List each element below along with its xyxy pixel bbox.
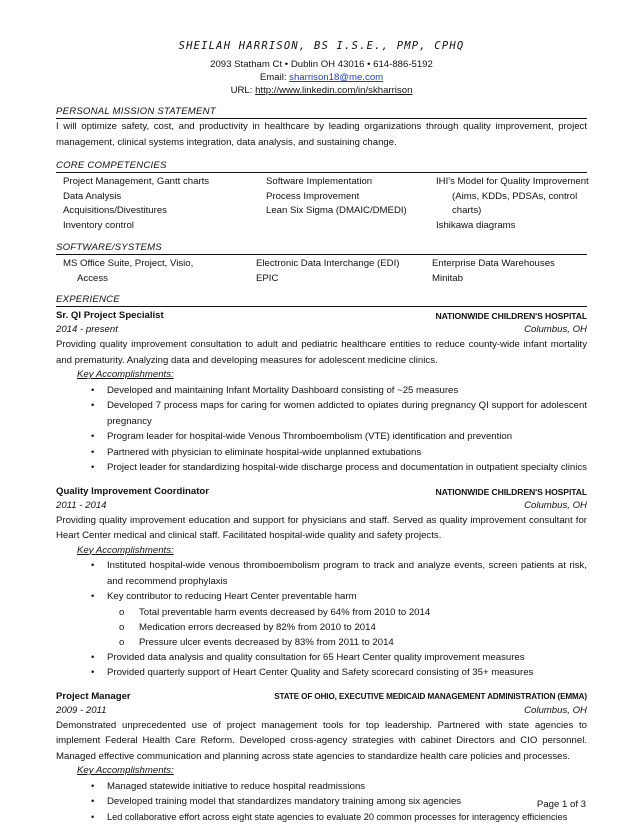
job-entry [56,690,587,826]
list-item: • Instituted hospital-wide venous thromboembolism program to track and analyze events, screen patients at risk, and recommend prophylaxis [91,560,587,587]
competencies-col-2 [266,175,436,233]
mission-text: I will optimize safety, cost, and productivity in healthcare by leading organizations through quality improvement, project management, clinical systems integration, data analysis, and sustaining change. [56,121,587,148]
competency-item: Data Analysis [63,190,122,202]
contact-address: 2093 Statham Ct • Dublin OH 43016 • 614-886-5192 [210,59,433,70]
list-item: • Developed 7 process maps for caring for women addicted to opiates during pregnancy QI support for adolescent pregnancy [91,400,587,427]
competency-item-cont: (Aims, KDDs, PDSAs, control [452,190,578,202]
competency-item: IHI's Model for Quality Improvement [436,176,589,187]
software-item: EPIC [256,272,279,284]
software-col-3 [432,257,582,286]
software-item: Electronic Data Interchange (EDI) [256,258,400,269]
competency-item: Project Management, Gantt charts [63,176,210,187]
job-summary: Demonstrated unprecedented use of project management tools for top leadership. Partnered with state agencies to implement Federal Health Care Reform. Developed cross-agency strategies with cabinet Directors and CIO personnel. Managed effective communication and planning across state agencies to standardize health care policies and processes. [56,719,587,762]
software-item-cont: Access [77,272,108,284]
list-item: • Managed statewide initiative to reduce hospital readmissions [56,779,587,795]
list-item: • Provided data analysis and quality consultation for 65 Heart Center quality improvement measures [56,650,587,666]
key-accomplishments-label: Key Accomplishments: [77,544,174,556]
key-accomplishments-label: Key Accomplishments: [77,369,174,380]
mission-heading: PERSONAL MISSION STATEMENT [56,106,587,119]
job-dates: 2009 - 2011 [56,704,107,716]
job-location: Columbus, OH [524,704,587,716]
job-header [56,309,587,323]
software-grid [56,257,587,286]
job-meta [56,704,587,718]
job-organization: NATIONWIDE CHILDREN'S HOSPITAL [435,311,587,321]
job-summary: Providing quality improvement consultation to adult and pediatric healthcare entities to reduce county-wide infant mortality and prematurity. Analyzing data and developing measures for adolescent medicine clinics. [56,339,587,366]
list-item: • Key contributor to reducing Heart Center preventable harm [56,589,587,605]
contact-url-line [56,84,587,97]
competency-item: Lean Six Sigma (DMAIC/DMEDI) [266,205,407,216]
software-col-2 [256,257,432,286]
job-summary: Providing quality improvement education and support for physicians and staff. Served as quality improvement consultant for Heart Center medical and clinical staff. Facilitated hospital-wide quality and safety projects. [56,514,587,541]
list-item: • Partnered with physician to eliminate hospital-wide unplanned extubations [56,445,587,461]
competencies-grid [56,175,587,233]
candidate-name: SHEILAH HARRISON, BS I.S.E., PMP, CPHQ [178,40,465,52]
bullet-icon: • [91,591,95,602]
job-header [56,485,587,499]
job-location: Columbus, OH [524,499,587,511]
job-header [56,690,587,704]
software-item: Minitab [432,272,463,284]
job-meta [56,499,587,513]
bullet-icon: • [91,560,95,571]
competency-item: Inventory control [63,219,134,231]
competency-item-cont: charts) [452,205,482,216]
job-title: Sr. QI Project Specialist [56,310,164,321]
page-number: Page 1 of 3 [536,799,586,810]
bullet-icon: • [91,780,95,792]
competency-item: Process Improvement [266,190,360,202]
bullet-icon: • [91,651,95,663]
software-heading: SOFTWARE/SYSTEMS [56,242,587,255]
competency-item: Ishikawa diagrams [436,219,516,231]
accomplishment-list [56,558,587,605]
bullet-icon: • [91,667,95,678]
sub-list-item: o Medication errors decreased by 82% from 2010 to 2014 [119,621,376,633]
competency-item: Acquisitions/Divestitures [63,205,167,216]
bullet-icon: • [91,431,95,442]
job-title: Quality Improvement Coordinator [56,485,209,497]
job-entry [56,485,587,681]
contact-email-line [56,71,587,84]
competencies-heading: CORE COMPETENCIES [56,160,587,173]
competency-item: Software Implementation [266,176,373,187]
circle-bullet-icon: o [119,621,125,633]
url-label: URL: [230,85,256,96]
software-item: MS Office Suite, Project, Visio, [63,258,194,269]
job-organization: STATE OF OHIO, EXECUTIVE MEDICAID MANAGEMENT ADMINISTRATION (EMMA) [274,691,587,701]
job-location: Columbus, OH [524,324,587,335]
bullet-icon: • [91,384,95,396]
email-label: Email: [259,72,290,83]
sub-list-item: o Total preventable harm events decreased by 64% from 2010 to 2014 [119,606,431,618]
experience-heading: EXPERIENCE [56,294,587,307]
accomplishment-list [56,383,587,476]
resume-page [56,40,587,825]
list-item: • Project leader for standardizing hospital-wide discharge process and documentation in outpatient specialty clinics [56,460,587,476]
job-organization: NATIONWIDE CHILDREN'S HOSPITAL [435,486,587,497]
accomplishment-list [56,779,587,826]
bullet-icon: • [91,446,95,458]
bullet-icon: • [91,462,95,473]
bullet-icon: • [91,796,95,807]
software-col-1 [63,257,256,286]
bullet-icon: • [91,811,95,822]
list-item: • Program leader for hospital-wide Venous Thromboembolism (VTE) identification and prevention [56,429,587,445]
software-item: Enterprise Data Warehouses [432,258,555,269]
circle-bullet-icon: o [119,606,125,618]
circle-bullet-icon: o [119,636,125,648]
accomplishment-list [56,650,587,681]
email-link[interactable]: sharrison18@me.com [289,72,384,83]
key-accomplishments-label: Key Accomplishments: [77,765,174,776]
job-dates: 2014 - present [56,324,118,335]
competencies-col-3 [436,175,589,233]
job-title: Project Manager [56,690,131,702]
sub-list-item: o Pressure ulcer events decreased by 83% from 2011 to 2014 [119,636,394,648]
list-item: • Provided quarterly support of Heart Center Quality and Safety scorecard consisting of 35+ measures [56,665,587,681]
list-item: • Led collaborative effort across eight state agencies to evaluate 20 common processes for interagency efficiencies [56,810,587,826]
sub-accomplishment-list [56,605,587,650]
competencies-col-1 [63,175,266,233]
job-meta [56,323,587,337]
bullet-icon: • [91,400,95,411]
list-item: • Developed training model that standardizes mandatory training among six agencies [56,794,587,810]
url-link[interactable]: http://www.linkedin.com/in/skharrison [255,85,413,96]
list-item: • Developed and maintaining Infant Mortality Dashboard consisting of ~25 measures [56,383,587,399]
job-dates: 2011 - 2014 [56,499,107,511]
job-entry [56,309,587,476]
